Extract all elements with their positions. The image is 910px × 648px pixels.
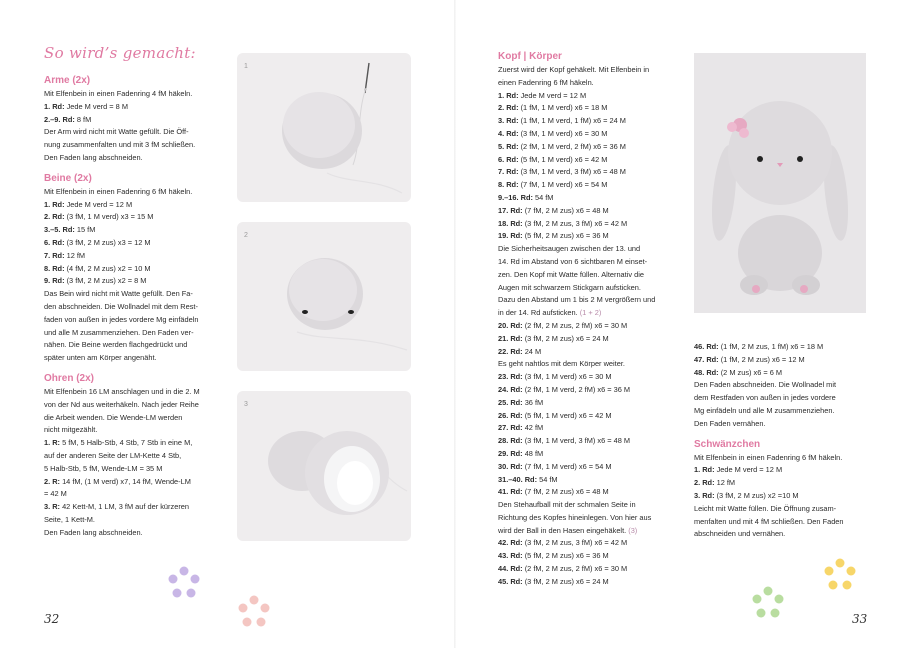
round-label: 2. Rd:: [44, 212, 65, 222]
flower-icon: [234, 592, 274, 632]
instruction-text: Mit Elfenbein 16 LM anschlagen und in die 2. M: [44, 386, 200, 396]
instruction-line: [44, 101, 224, 114]
round-label: 2. R:: [44, 476, 61, 486]
instruction-text: Dazu den Abstand um 1 bis 2 M vergrößern und: [498, 295, 656, 305]
instruction-line: [498, 333, 678, 346]
instruction-line: [694, 341, 869, 354]
instruction-line: [498, 141, 678, 154]
instruction-text: von der Nd aus weiterhäkeln. Nach jeder Reihe: [44, 399, 199, 409]
round-label: 24. Rd:: [498, 384, 523, 394]
round-label: 29. Rd:: [498, 448, 523, 458]
instruction-text: (5 fM, 2 M zus) x6 = 36 M: [522, 551, 609, 561]
step-photo-1: [237, 53, 411, 202]
instruction-line: [498, 64, 678, 77]
instruction-line: [44, 314, 224, 327]
page-number-right: 33: [852, 612, 868, 626]
photo-reference: (3): [626, 525, 638, 535]
round-label: 7. Rd:: [44, 250, 65, 260]
instruction-text: (3 fM, 2 M zus, 3 fM) x6 = 42 M: [522, 218, 628, 228]
page-gutter: [454, 0, 456, 648]
instruction-line: [498, 230, 678, 243]
instruction-text: (2 M zus) x6 = 6 M: [718, 367, 783, 377]
instruction-text: (3 fM, 1 M verd, 3 fM) x6 = 48 M: [518, 167, 626, 177]
instruction-line: [44, 88, 224, 101]
round-label: 3. Rd:: [498, 116, 519, 126]
round-label: 2.–9. Rd:: [44, 114, 75, 124]
round-label: 23. Rd:: [498, 372, 523, 382]
instruction-line: [498, 154, 678, 167]
step-photo-2: [237, 222, 411, 371]
photo-reference: (1 + 2): [577, 308, 602, 318]
round-label: 6. Rd:: [498, 154, 519, 164]
round-label: 42. Rd:: [498, 538, 523, 548]
round-label: 3. R:: [44, 502, 61, 512]
flower-icon: [748, 583, 788, 623]
instruction-line: [498, 422, 678, 435]
crochet-head-eyes-illustration: [237, 222, 411, 371]
instruction-line: [44, 152, 224, 165]
instructions-kopf-cont: [694, 341, 869, 431]
instruction-line: [498, 205, 678, 218]
instruction-text: (2 fM, 2 M zus, 2 fM) x6 = 30 M: [522, 320, 628, 330]
instruction-line: [498, 256, 678, 269]
instruction-line: [498, 461, 678, 474]
round-label: 27. Rd:: [498, 423, 523, 433]
instruction-text: 14. Rd im Abstand von 6 sichtbaren M einset-: [498, 256, 648, 266]
instructions-ohren: [44, 386, 224, 540]
instruction-text: Jede M verd = 12 M: [714, 465, 783, 475]
instruction-text: und alle M zusammenziehen. Den Faden ver-: [44, 327, 194, 337]
instruction-text: (3 fM, 2 M zus) x6 = 24 M: [522, 576, 609, 586]
instruction-text: Jede M verd = 12 M: [64, 199, 133, 209]
instruction-text: (1 fM, 2 M zus, 1 fM) x6 = 18 M: [718, 342, 824, 351]
instruction-line: [498, 166, 678, 179]
round-label: 25. Rd:: [498, 397, 523, 407]
crochet-ball-illustration: [237, 53, 411, 202]
instruction-text: 24 M: [522, 346, 542, 356]
instruction-text: auf der anderen Seite der LM-Kette 4 Stb,: [44, 450, 182, 460]
round-label: 21. Rd:: [498, 333, 523, 343]
instruction-line: [694, 452, 869, 465]
instruction-text: Mg einfädeln und alle M zusammenziehen.: [694, 405, 835, 415]
section-heading-ohren: Ohren (2x): [44, 372, 95, 384]
instruction-line: [44, 301, 224, 314]
round-label: 5. Rd:: [498, 141, 519, 151]
instruction-text: Mit Elfenbein in einen Fadenring 6 fM häkeln.: [44, 186, 193, 196]
instruction-text: (4 fM, 2 M zus) x2 = 10 M: [64, 263, 151, 273]
round-label: 9.–16. Rd:: [498, 192, 533, 202]
instruction-text: (3 fM, 2 M zus, 3 fM) x6 = 42 M: [522, 538, 628, 548]
bunny-illustration: [694, 53, 866, 313]
instruction-text: einen Fadenring 6 fM häkeln.: [498, 77, 594, 87]
instruction-text: Mit Elfenbein in einen Fadenring 4 fM häkeln.: [44, 89, 193, 98]
instruction-text: später unten am Körper angenäht.: [44, 353, 157, 363]
instruction-text: den abschneiden. Die Wollnadel mit dem Rest-: [44, 301, 198, 311]
instruction-line: [694, 490, 869, 503]
instruction-text: 48 fM: [522, 448, 544, 458]
instruction-line: [498, 358, 678, 371]
instructions-schwaenzchen: [694, 452, 869, 542]
instruction-text: menfalten und mit 4 fM schließen. Den Faden: [694, 516, 844, 526]
instruction-line: [498, 499, 678, 512]
instruction-text: 15 fM: [74, 225, 96, 235]
instruction-text: Augen mit schwarzem Stickgarn aufsticken.: [498, 282, 641, 292]
instruction-line: [498, 384, 678, 397]
instruction-text: 54 fM: [532, 192, 554, 202]
instruction-line: [44, 275, 224, 288]
instruction-line: [498, 320, 678, 333]
round-label: 44. Rd:: [498, 564, 523, 574]
instruction-text: 8 fM: [74, 114, 92, 124]
instruction-text: (3 fM, 1 M verd, 3 fM) x6 = 48 M: [522, 436, 631, 446]
instruction-line: [44, 476, 224, 489]
instruction-text: Die Sicherheitsaugen zwischen der 13. und: [498, 244, 641, 254]
instruction-text: (3 fM, 1 M verd) x6 = 30 M: [522, 372, 612, 382]
instruction-line: [694, 464, 869, 477]
instruction-line: [694, 418, 869, 431]
instruction-line: [694, 354, 869, 367]
instruction-text: (3 fM, 2 M zus) x2 =10 M: [714, 490, 799, 500]
round-label: 43. Rd:: [498, 551, 523, 561]
instruction-line: [44, 139, 224, 152]
instruction-line: [498, 346, 678, 359]
round-label: 1. Rd:: [44, 101, 65, 111]
round-label: 19. Rd:: [498, 231, 523, 241]
round-label: 7. Rd:: [498, 167, 519, 177]
step-number: 2: [244, 232, 248, 239]
instruction-line: [694, 379, 869, 392]
instruction-line: [44, 412, 224, 425]
instruction-text: Den Faden vernähen.: [694, 418, 766, 428]
round-label: 4. Rd:: [498, 128, 519, 138]
instruction-text: abschneiden und vernähen.: [694, 529, 786, 539]
round-label: 22. Rd:: [498, 346, 523, 356]
instruction-text: 36 fM: [522, 397, 544, 407]
instruction-text: 12 fM: [64, 250, 86, 260]
instruction-text: Leicht mit Watte füllen. Die Öffnung zusam-: [694, 503, 837, 513]
instruction-text: 5 fM, 5 Halb-Stb, 4 Stb, 7 Stb in eine M,: [60, 438, 193, 448]
instruction-text: Jede M verd = 8 M: [64, 101, 128, 111]
instruction-line: [498, 576, 678, 589]
instruction-line: [498, 243, 678, 256]
crochet-body-ball-illustration: [237, 391, 411, 541]
round-label: 48. Rd:: [694, 367, 719, 377]
instruction-text: in der 14. Rd aufsticken.: [498, 308, 578, 318]
instruction-text: (3 fM, 2 M zus) x3 = 12 M: [64, 237, 151, 247]
instruction-line: [498, 435, 678, 448]
round-label: 1. Rd:: [44, 199, 65, 209]
instruction-text: Es geht nahtlos mit dem Körper weiter.: [498, 359, 625, 369]
instruction-line: [44, 263, 224, 276]
instruction-text: Seite, 1 Kett-M.: [44, 514, 95, 524]
round-label: 8. Rd:: [498, 180, 519, 190]
instruction-line: [44, 211, 224, 224]
right-text-column-2: [694, 341, 869, 541]
section-heading-arme: Arme (2x): [44, 75, 91, 86]
instruction-text: 12 fM: [714, 478, 736, 488]
instruction-text: (5 fM, 1 M verd) x6 = 42 M: [518, 154, 608, 164]
instruction-line: [44, 463, 224, 476]
instructions-arme: [44, 88, 224, 165]
instruction-text: (1 fM, 1 M verd) x6 = 18 M: [518, 103, 608, 113]
round-label: 9. Rd:: [44, 276, 65, 286]
instruction-line: [498, 486, 678, 499]
instruction-text: (7 fM, 2 M zus) x6 = 48 M: [522, 487, 609, 497]
instruction-line: [44, 237, 224, 250]
round-label: 2. Rd:: [498, 103, 519, 113]
round-label: 31.–40. Rd:: [498, 474, 538, 484]
round-label: 1. Rd:: [498, 90, 519, 100]
round-label: 20. Rd:: [498, 320, 523, 330]
section-heading-kopf: Kopf | Körper: [498, 51, 562, 62]
instruction-text: die Arbeit wenden. Die Wende-LM werden: [44, 412, 183, 422]
instruction-line: [498, 525, 678, 538]
instruction-text: (2 fM, 2 M zus, 2 fM) x6 = 30 M: [522, 564, 628, 574]
instruction-text: (1 fM, 1 M verd, 1 fM) x6 = 24 M: [518, 116, 626, 126]
instruction-line: [44, 352, 224, 365]
instruction-line: [498, 90, 678, 103]
instructions-kopf: [498, 64, 678, 589]
flower-icon: [820, 555, 860, 595]
instruction-line: [44, 437, 224, 450]
instruction-text: (5 fM, 1 M verd) x6 = 42 M: [522, 410, 612, 420]
instruction-line: [498, 282, 678, 295]
instruction-text: 5 Halb-Stb, 5 fM, Wende-LM = 35 M: [44, 463, 163, 473]
round-label: 1. R:: [44, 438, 61, 448]
round-label: 8. Rd:: [44, 263, 65, 273]
instruction-line: [44, 450, 224, 463]
instruction-line: [498, 115, 678, 128]
page-number-left: 32: [44, 612, 60, 626]
instruction-text: 42 Kett-M, 1 LM, 3 fM auf der kürzeren: [60, 502, 189, 512]
instruction-line: [498, 550, 678, 563]
instruction-text: (3 fM, 2 M zus) x6 = 24 M: [522, 333, 609, 343]
section-heading-schwaenzchen: Schwänzchen: [694, 438, 761, 450]
instruction-line: [44, 199, 224, 212]
instruction-line: [498, 448, 678, 461]
instruction-text: (3 fM, 1 M verd) x3 = 15 M: [64, 212, 154, 222]
instruction-line: [498, 537, 678, 550]
round-label: 17. Rd:: [498, 205, 523, 215]
instruction-text: (1 fM, 2 M zus) x6 = 12 M: [718, 354, 805, 364]
instruction-line: [44, 488, 224, 501]
round-label: 2. Rd:: [694, 478, 715, 488]
instruction-text: 14 fM, (1 M verd) x7, 14 fM, Wende-LM: [60, 476, 191, 486]
instruction-text: (5 fM, 2 M zus) x6 = 36 M: [522, 231, 609, 241]
instruction-text: = 42 M: [44, 489, 67, 499]
instruction-line: [498, 307, 678, 320]
instruction-line: [44, 386, 224, 399]
round-label: 47. Rd:: [694, 354, 719, 364]
instruction-line: [498, 102, 678, 115]
step-number: 1: [244, 63, 248, 70]
left-text-column: [44, 74, 224, 540]
section-heading-beine: Beine (2x): [44, 172, 92, 184]
instruction-text: (7 fM, 1 M verd) x6 = 54 M: [522, 461, 612, 471]
instruction-line: [694, 405, 869, 418]
instruction-text: Mit Elfenbein in einen Fadenring 6 fM häkeln.: [694, 452, 843, 462]
instruction-line: [498, 397, 678, 410]
instruction-line: [694, 392, 869, 405]
round-label: 26. Rd:: [498, 410, 523, 420]
step-number: 3: [244, 401, 248, 408]
instruction-line: [44, 327, 224, 340]
script-title: So wird’s gemacht:: [44, 44, 196, 62]
instruction-line: [44, 250, 224, 263]
instruction-text: zen. Den Kopf mit Watte füllen. Alternativ die: [498, 269, 644, 279]
instruction-text: dem Restfaden von außen in jedes vordere: [694, 393, 836, 403]
round-label: 3.–5. Rd:: [44, 225, 75, 235]
instruction-line: [498, 269, 678, 282]
instruction-text: faden von außen in jedes vordere Mg einfädeln: [44, 314, 199, 324]
round-label: 6. Rd:: [44, 237, 65, 247]
round-label: 1. Rd:: [694, 465, 715, 475]
instruction-line: [44, 126, 224, 139]
instruction-line: [44, 114, 224, 127]
instruction-line: [498, 192, 678, 205]
instruction-line: [694, 503, 869, 516]
instruction-line: [44, 501, 224, 514]
finished-bunny-photo: [694, 53, 866, 313]
round-label: 18. Rd:: [498, 218, 523, 228]
round-label: 41. Rd:: [498, 487, 523, 497]
instruction-line: [694, 367, 869, 380]
instruction-text: Den Faden abschneiden. Die Wollnadel mit: [694, 380, 837, 390]
instruction-line: [498, 128, 678, 141]
instruction-text: (7 fM, 2 M zus) x6 = 48 M: [522, 205, 609, 215]
round-label: 30. Rd:: [498, 461, 523, 471]
instruction-text: (2 fM, 1 M verd, 2 fM) x6 = 36 M: [518, 141, 626, 151]
step-photo-3: [237, 391, 411, 541]
instruction-text: Den Faden lang abschneiden.: [44, 527, 143, 537]
instruction-text: Das Bein wird nicht mit Watte gefüllt. Den Fa-: [44, 289, 193, 299]
instruction-text: (3 fM, 2 M zus) x2 = 8 M: [64, 276, 147, 286]
instruction-text: Den Stehaufball mit der schmalen Seite in: [498, 500, 636, 510]
instruction-line: [498, 512, 678, 525]
instruction-line: [44, 514, 224, 527]
flower-icon: [164, 563, 204, 603]
round-label: 45. Rd:: [498, 576, 523, 586]
instruction-line: [44, 399, 224, 412]
instruction-text: (3 fM, 1 M verd) x6 = 30 M: [518, 128, 608, 138]
instruction-text: Den Faden lang abschneiden.: [44, 152, 143, 162]
instruction-text: (7 fM, 1 M verd) x6 = 54 M: [518, 180, 608, 190]
instruction-line: [44, 424, 224, 437]
instruction-text: 42 fM: [522, 423, 544, 433]
instruction-line: [498, 474, 678, 487]
instruction-text: nicht mitgezählt.: [44, 425, 98, 435]
instruction-line: [44, 288, 224, 301]
instruction-text: Der Arm wird nicht mit Watte gefüllt. Die Öff-: [44, 127, 189, 137]
instruction-line: [498, 218, 678, 231]
instruction-line: [44, 339, 224, 352]
instruction-line: [44, 224, 224, 237]
instruction-line: [694, 477, 869, 490]
instruction-line: [694, 516, 869, 529]
instruction-line: [498, 179, 678, 192]
instruction-text: nung zusammenfalten und mit 3 fM schließen.: [44, 140, 196, 150]
round-label: 3. Rd:: [694, 490, 715, 500]
instruction-line: [498, 371, 678, 384]
instruction-line: [498, 77, 678, 90]
instruction-text: (2 fM, 1 M verd, 2 fM) x6 = 36 M: [522, 384, 631, 394]
instruction-text: Zuerst wird der Kopf gehäkelt. Mit Elfenbein in: [498, 65, 650, 74]
instruction-line: [498, 563, 678, 576]
instruction-text: 54 fM: [537, 474, 558, 484]
right-text-column-1: [498, 50, 678, 589]
instruction-line: [498, 294, 678, 307]
instruction-text: Jede M verd = 12 M: [518, 90, 587, 100]
instruction-line: [694, 528, 869, 541]
instructions-beine: [44, 186, 224, 365]
round-label: 46. Rd:: [694, 342, 719, 351]
instruction-line: [44, 527, 224, 540]
instruction-text: wird der Ball in den Hasen eingehäkelt.: [498, 525, 627, 535]
instruction-text: nähen. Die Beine werden flachgedrückt und: [44, 340, 188, 350]
instruction-line: [44, 186, 224, 199]
instruction-line: [498, 410, 678, 423]
instruction-text: Richtung des Kopfes hineinlegen. Von hier aus: [498, 512, 652, 522]
round-label: 28. Rd:: [498, 436, 523, 446]
